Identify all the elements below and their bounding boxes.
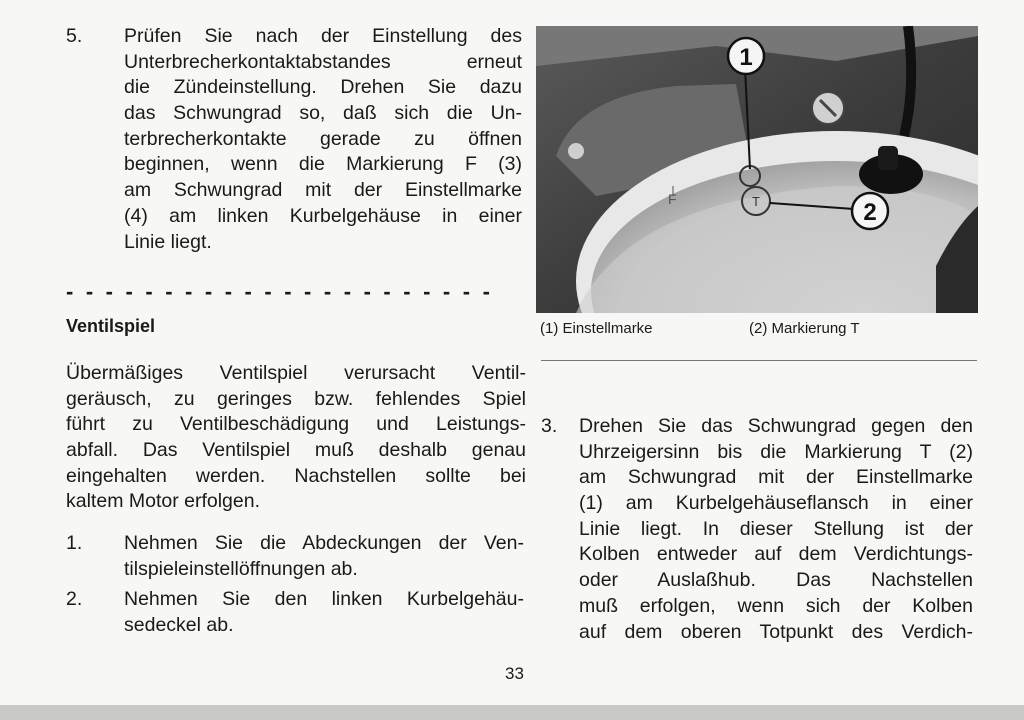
step-number: 3. [541,415,558,437]
text-line: die Zündeinstellung. Drehen Sie dazu [124,76,522,99]
step-1 [66,531,526,583]
step-number: 1. [66,532,83,554]
text-line: Prüfen Sie nach der Einstellung des [124,25,522,47]
text-line: führt zu Ventilbeschädigung und Leistungs- [66,413,526,436]
text-line: Drehen Sie das Schwungrad gegen den [579,415,973,437]
text-line: kaltem Motor erfolgen. [66,490,261,513]
text-line: (4) am linken Kurbelgehäuse in einer [124,204,522,227]
intro-paragraph [66,361,526,515]
callout-1: 1 [739,44,753,71]
text-line: auf dem oberen Totpunkt des Verdich- [579,620,973,643]
section-heading: Ventilspiel [66,316,156,336]
text-line: Kolben entweder auf dem Verdichtungs- [579,543,973,566]
step-number: 2. [66,588,83,610]
text-line: (1) am Kurbelgehäuseflansch in einer [579,492,973,515]
text-line: terbrecherkontakte gerade zu öffnen [124,127,522,150]
text-line: Linie liegt. [124,230,212,253]
text-line: geräusch, zu geringes bzw. fehlendes Spiel [66,387,526,410]
figure-caption-1: (1) Einstellmarke [540,320,653,337]
step-3 [541,414,973,646]
text-line: am Schwungrad mit der Einstellmarke [579,466,973,489]
horizontal-rule [541,360,977,361]
text-line: abfall. Das Ventilspiel muß deshalb genau [66,439,526,462]
text-line: Uhrzeigersinn bis die Markierung T (2) [579,440,973,463]
page-edge [0,705,1024,720]
text-line: am Schwungrad mit der Einstellmarke [124,179,522,202]
step-5 [66,24,522,264]
figure-caption-2: (2) Markierung T [749,320,860,337]
dashed-separator: - - - - - - - - - - - - - - - - - - - - - - [66,279,494,304]
text-line: das Schwungrad so, daß sich die Un- [124,102,522,125]
step-2 [66,587,526,639]
engine-photo [536,26,978,313]
mark-t-label: T [752,194,760,209]
text-line: Linie liegt. In dieser Stellung ist der [579,517,973,540]
text-line: muß erfolgen, wenn sich der Kolben [579,594,973,617]
mark-f-label: F [668,191,677,207]
text-line: tilspieleinstellöffnungen ab. [124,557,358,580]
text-line: Nehmen Sie den linken Kurbelgehäu- [124,588,524,610]
callout-2: 2 [863,199,877,226]
text-line: oder Auslaßhub. Das Nachstellen [579,569,973,592]
text-line: Unterbrecherkontaktabstandes erneut [124,50,522,73]
text-line: Übermäßiges Ventilspiel verursacht Ventil- [66,362,526,384]
page-number: 33 [505,664,524,683]
text-line: eingehalten werden. Nachstellen sollte bei [66,464,526,487]
text-line: sedeckel ab. [124,613,234,636]
text-line: beginnen, wenn die Markierung F (3) [124,153,522,176]
text-line: Nehmen Sie die Abdeckungen der Ven- [124,532,524,554]
step-number: 5. [66,25,83,47]
